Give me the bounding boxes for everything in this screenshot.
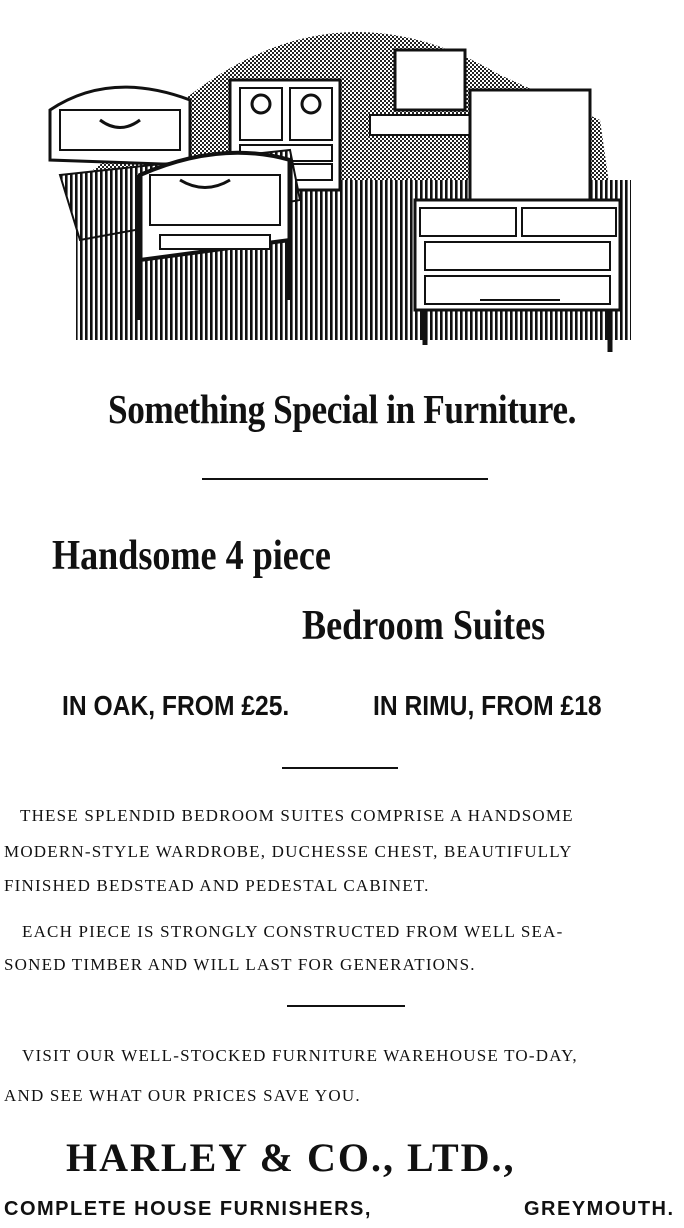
subheading-line-1: Handsome 4 piece <box>52 533 331 579</box>
footer-location: GREYMOUTH. <box>524 1198 675 1220</box>
body-text-line: EACH PIECE IS STRONGLY CONSTRUCTED FROM WELL SEA- <box>22 922 564 941</box>
company-name: HARLEY & CO., LTD., <box>66 1135 516 1180</box>
divider-rule <box>202 478 488 480</box>
body-text-line: AND SEE WHAT OUR PRICES SAVE YOU. <box>4 1086 361 1105</box>
body-text-line: THESE SPLENDID BEDROOM SUITES COMPRISE A HANDSOME <box>20 806 574 825</box>
rimu-price: IN RIMU, FROM £18 <box>373 690 602 721</box>
oak-price: IN OAK, FROM £25. <box>62 690 290 721</box>
footer-tagline: COMPLETE HOUSE FURNISHERS, <box>4 1198 372 1220</box>
body-text-line: SONED TIMBER AND WILL LAST FOR GENERATIONS. <box>4 955 476 974</box>
bedroom-suite-illustration <box>40 0 650 362</box>
divider-rule <box>287 1005 405 1007</box>
headline: Something Special in Furniture. <box>108 386 576 432</box>
body-text-line: MODERN-STYLE WARDROBE, DUCHESSE CHEST, BEAUTIFULLY <box>4 842 573 861</box>
divider-rule <box>282 767 398 769</box>
body-text-line: FINISHED BEDSTEAD AND PEDESTAL CABINET. <box>4 876 430 895</box>
subheading-line-2: Bedroom Suites <box>302 603 546 649</box>
body-text-line: VISIT OUR WELL-STOCKED FURNITURE WAREHOUSE TO-DAY, <box>22 1046 578 1065</box>
